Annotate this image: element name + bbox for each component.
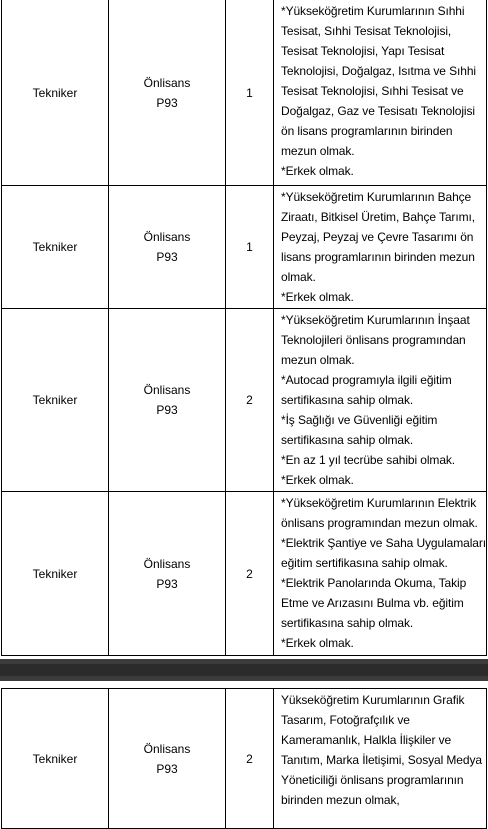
positions-table-body: [2, 689, 487, 829]
program-line: Önlisans: [143, 556, 191, 571]
requirement-line: Tasarım, Fotoğrafçılık ve: [281, 713, 410, 727]
program-cell: [109, 492, 226, 656]
requirement-line: önlisans programından mezun olmak.: [281, 516, 478, 530]
requirement-line: sertifikasına sahip olmak.: [281, 433, 414, 447]
table-row: [2, 186, 487, 309]
program-line: Önlisans: [143, 741, 191, 756]
positions-table-page-2: [1, 688, 487, 829]
requirement-line: *Yükseköğretim Kurumlarının İnşaat: [281, 313, 470, 327]
table-row: [2, 0, 487, 186]
requirement-line: *En az 1 yıl tecrübe sahibi olmak.: [281, 453, 456, 467]
count-cell: 1: [226, 186, 274, 309]
program-cell: [109, 309, 226, 492]
requirement-line: *Erkek olmak.: [281, 636, 354, 650]
requirement-line: Tesisat Teknolojisi, Yapı Tesisat: [281, 44, 445, 58]
requirement-line: *Elektrik Panolarında Okuma, Takip: [281, 576, 467, 590]
count-cell: 1: [226, 0, 274, 186]
count-cell: 2: [226, 689, 274, 829]
requirement-line: lisans programlarının birinden mezun: [281, 250, 475, 264]
positions-table-body: [2, 0, 487, 656]
requirements-cell: [274, 0, 487, 186]
requirement-line: sertifikasına sahip olmak.: [281, 393, 414, 407]
requirement-line: *Elektrik Şantiye ve Saha Uygulamaları: [281, 536, 486, 550]
requirement-line: Tanıtım, Marka İletişimi, Sosyal Medya: [281, 753, 482, 767]
requirement-line: Tesisat Teknolojisi, Sıhhi Tesisat ve: [281, 84, 464, 98]
requirement-line: eğitim sertifikasına sahip olmak.: [281, 556, 448, 570]
program-cell: [109, 689, 226, 829]
table-row: [2, 492, 487, 656]
requirement-line: *Yükseköğretim Kurumlarının Elektrik: [281, 496, 477, 510]
program-line: P93: [156, 761, 178, 776]
program-line: P93: [156, 95, 178, 110]
program-line: P93: [156, 250, 178, 264]
requirement-line: Teknolojisi, Doğalgaz, Isıtma ve Sıhhi: [281, 64, 476, 78]
program-cell: [109, 186, 226, 309]
requirement-line: Doğalgaz, Gaz ve Tesisatı Teknolojisi: [281, 104, 475, 118]
title-cell: Tekniker: [2, 689, 109, 829]
program-line: Önlisans: [143, 383, 191, 397]
requirement-line: olmak.: [281, 270, 316, 284]
count-cell: 2: [226, 309, 274, 492]
requirement-line: Ziraatı, Bitkisel Üretim, Bahçe Tarımı,: [281, 210, 475, 224]
requirement-line: Yükseköğretim Kurumlarının Grafik: [281, 693, 465, 707]
requirement-line: *Yükseköğretim Kurumlarının Bahçe: [281, 190, 472, 204]
page-break-divider: [0, 659, 488, 681]
program-line: P93: [156, 403, 178, 417]
positions-table-page-1: [1, 0, 487, 656]
requirements-cell: [274, 689, 487, 829]
requirement-line: Teknolojileri önlisans programından: [281, 333, 466, 347]
requirement-line: sertifikasına sahip olmak.: [281, 616, 414, 630]
table-row: [2, 689, 487, 829]
requirement-line: *Yükseköğretim Kurumlarının Sıhhi: [281, 4, 465, 18]
requirement-line: Yöneticiliği önlisans programlarının: [281, 773, 464, 787]
title-cell: Tekniker: [2, 492, 109, 656]
requirement-line: mezun olmak.: [281, 353, 355, 367]
requirement-line: mezun olmak.: [281, 144, 355, 158]
table-row: [2, 309, 487, 492]
program-line: Önlisans: [143, 75, 191, 90]
program-line: P93: [156, 576, 178, 591]
title-cell: Tekniker: [2, 0, 109, 186]
requirement-line: Etme ve Arızasını Bulma vb. eğitim: [281, 596, 464, 610]
requirement-line: Peyzaj, Peyzaj ve Çevre Tasarımı ön: [281, 230, 474, 244]
requirement-line: ön lisans programlarının birinden: [281, 124, 453, 138]
requirements-cell: [274, 309, 487, 492]
program-cell: [109, 0, 226, 186]
requirements-cell: [274, 186, 487, 309]
program-line: Önlisans: [143, 230, 191, 244]
requirement-line: *Autocad programıyla ilgili eğitim: [281, 373, 452, 387]
requirement-line: Tesisat, Sıhhi Tesisat Teknolojisi,: [281, 24, 452, 38]
requirements-cell: [274, 492, 487, 656]
requirement-line: *Erkek olmak.: [281, 290, 354, 304]
requirement-line: birinden mezun olmak,: [281, 793, 400, 807]
requirement-line: Kameramanlık, Halkla İlişkiler ve: [281, 733, 452, 747]
title-cell: Tekniker: [2, 186, 109, 309]
requirement-line: *Erkek olmak.: [281, 164, 354, 178]
page-break-band: [0, 664, 488, 676]
requirement-line: *Erkek olmak.: [281, 473, 354, 487]
title-cell: Tekniker: [2, 309, 109, 492]
requirement-line: *İş Sağlığı ve Güvenliği eğitim: [281, 413, 438, 427]
count-cell: 2: [226, 492, 274, 656]
